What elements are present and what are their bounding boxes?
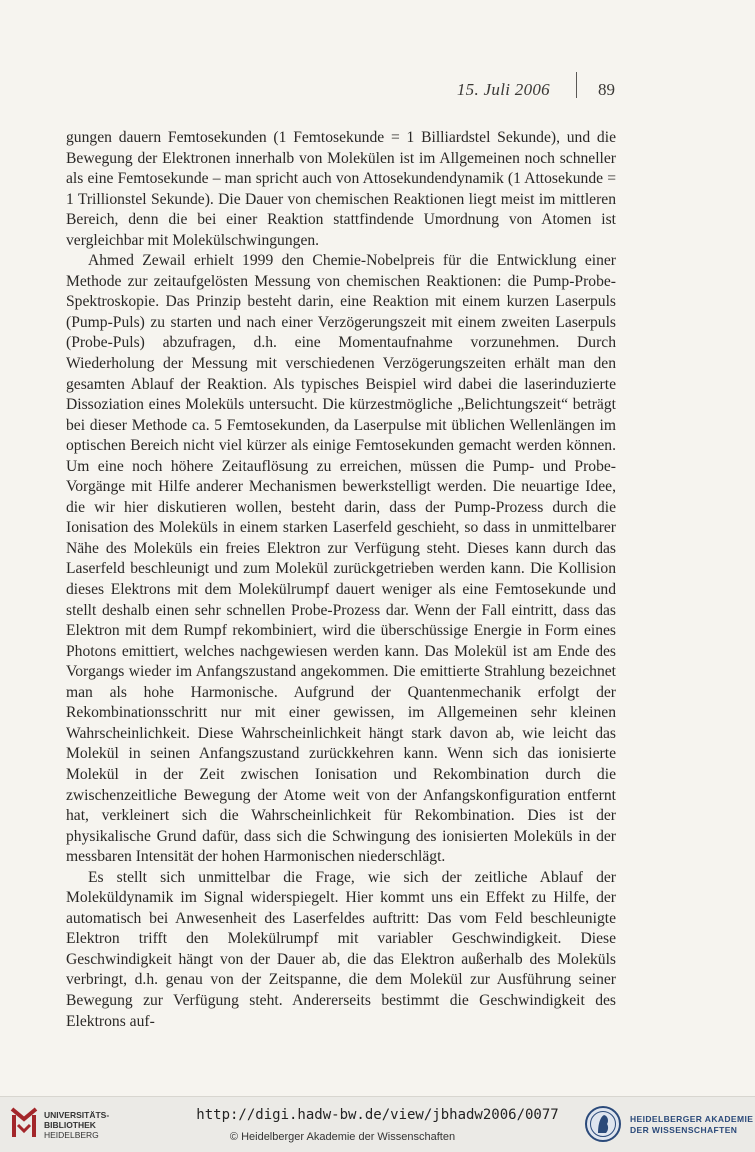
permalink-url[interactable]: http://digi.hadw-bw.de/view/jbhadw2006/0077 xyxy=(196,1107,559,1123)
paragraph: Es stellt sich unmittelbar die Frage, wie sich der zeitliche Ablauf der Moleküldynamik im Signal widerspiegelt. Hier kommt uns ein Effekt zu Hilfe, der automatisch bei Anwesenheit des Laserfeldes auftritt: Das vom Feld beschleunigte Elektron trifft den Molekülrumpf mit variabler Geschwindigkeit. Diese Geschwindigkeit hängt von der Dauer ab, die das Elektron außerhalb des Moleküls verbringt, d.h. genau von der Zeitspanne, die dem Molekül zur Ausführung seiner Bewegung zur Verfügung steht. Andererseits bestimmt die Geschwindigkeit des Elektrons auf- xyxy=(66,868,616,1030)
running-head xyxy=(0,78,755,104)
paragraph: Ahmed Zewail erhielt 1999 den Chemie-Nobelpreis für die Entwicklung einer Methode zur zeitaufgelösten Messung von chemischen Reaktionen: die Pump-Probe-Spektroskopie. Das Prinzip besteht darin, eine Reaktion mit einem kurzen Laserpuls (Pump-Puls) zu starten und nach einer Verzögerungszeit mit einem zweiten Laserpuls (Probe-Puls) abzufragen, d.h. eine Momentaufnahme vorzunehmen. Durch Wiederholung der Messung mit verschiedenen Verzögerungszeiten erhält man den gesamten Ablauf der Reaktion. Als typisches Beispiel wird dabei die laserinduzierte Dissoziation eines Moleküls untersucht. Die kürzestmögliche „Belichtungszeit“ beträgt bei dieser Methode ca. 5 Femtosekunden, da Laserpulse mit üblichen Wellenlängen im optischen Bereich nicht viel kürzer als einige Femtosekunden gemacht werden können. Um eine noch höhere Zeitauflösung zu erreichen, müssen die Pump- und Probe-Vorgänge mit Hilfe anderer Mechanismen bewerkstelligt werden. Die neuartige Idee, die wir hier diskutieren wollen, besteht darin, dass der Pump-Prozess durch die Ionisation des Moleküls in einem starken Laserfeld geschieht, so dass in unmittelbarer Nähe des Moleküls ein freies Elektron zur Verfügung steht. Dieses kann durch das Laserfeld beschleunigt und zum Molekül zurückgetrieben werden kann. Die Kollision dieses Elektrons mit dem Molekülrumpf dauert weniger als eine Femtosekunde und stellt deshalb einen sehr schnellen Probe-Prozess dar. Wenn der Fall eintritt, dass das Elektron mit dem Rumpf rekombiniert, wird die überschüssige Energie in Form eines Photons emittiert, welches nachgewiesen werden kann. Das Molekül ist am Ende des Vorgangs wieder im Anfangszustand angekommen. Die emittierte Strahlung bezeichnet man als hohe Harmonische. Aufgrund der Quantenmechanik erfolgt der Rekombinationsschritt nur mit einer gewissen, im Allgemeinen sehr kleinen Wahrscheinlichkeit. Diese Wahrscheinlichkeit hängt stark davon ab, wie leicht das Molekül in seinen Anfangszustand zurückkehren kann. Wenn sich das ionisierte Molekül in der Zeit zwischen Ionisation und Rekombination durch die zwischenzeitliche Bewegung der Atome weit von der Anfangskonfiguration entfernt hat, verkleinert sich die Wahrscheinlichkeit für Rekombination. Dies ist der physikalische Grund dafür, dass sich die Schwingung des ionisierten Moleküls in der messbaren Intensität der hohen Harmonischen niederschlägt. xyxy=(66,252,616,866)
viewer-footer xyxy=(0,1096,755,1152)
paragraph: gungen dauern Femtosekunden (1 Femtosekunde = 1 Billiardstel Sekunde), und die Bewegung der Elektronen innerhalb von Molekülen ist im Allgemeinen noch schneller als eine Femtosekunde – man spricht auch von Attosekundendynamik (1 Attosekunde = 1 Trillionstel Sekunde). Die Dauer von chemischen Reaktionen liegt meist im mittleren Bereich, denn die bei einer Reaktion stattfindende Umordnung von Atomen ist vergleichbar mit Molekülschwingungen. xyxy=(66,129,616,249)
copyright-notice: © Heidelberger Akademie der Wissenschaften xyxy=(229,1131,456,1143)
academy-name: HEIDELBERGER AKADEMIE DER WISSENSCHAFTEN xyxy=(630,1114,754,1135)
running-head-date: 15. Juli 2006 xyxy=(456,80,550,99)
page-number: 89 xyxy=(598,80,615,99)
body-text xyxy=(66,128,616,1032)
university-library-name: UNIVERSITÄTS- BIBLIOTHEK HEIDELBERG xyxy=(44,1110,110,1140)
academy-seal-icon xyxy=(584,1103,622,1145)
running-head-divider xyxy=(576,72,577,98)
